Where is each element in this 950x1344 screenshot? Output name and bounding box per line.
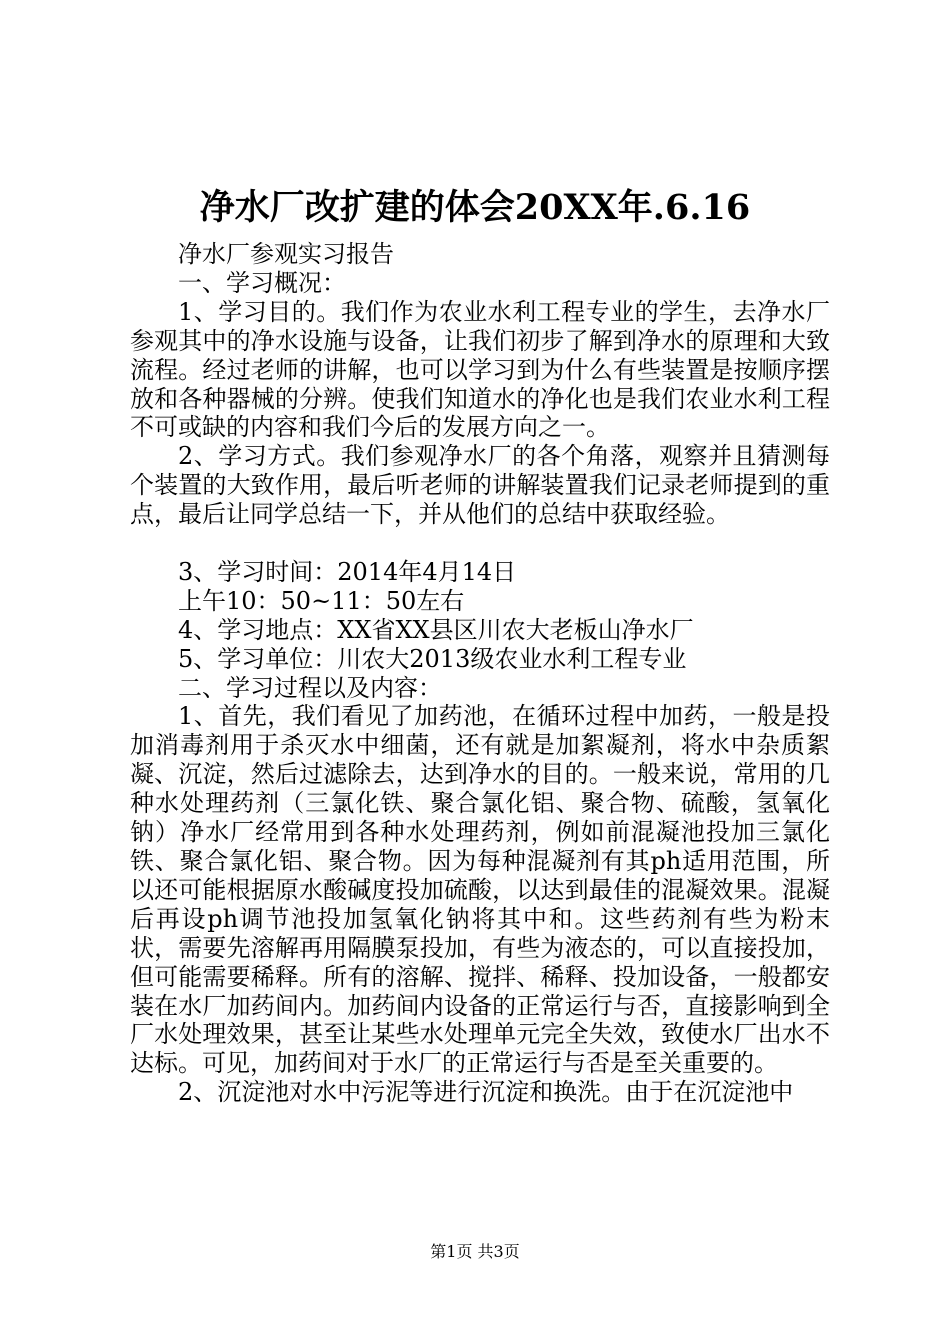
paragraph-study-method: 2、学习方式。我们参观净水厂的各个角落，观察并且猜测每个装置的大致作用，最后听老师的讲解装置我们记录老师提到的重点，最后让同学总结一下，并从他们的总结中获取经验。 [130,442,830,529]
page-footer: 第1页 共3页 [430,1242,520,1261]
paragraph-gap [130,529,830,558]
paragraph-study-hours: 上午10：50~11：50左右 [178,586,465,615]
paragraph-dosing-pool: 1、首先，我们看见了加药池，在循环过程中加药，一般是投加消毒剂用于杀灭水中细菌，还有就是加絮凝剂，将水中杂质絮凝、沉淀，然后过滤除去，达到净水的目的。一般来说，常用的几种水处理药剂（三氯化铁、聚合氯化铝、聚合物、硫酸，氢氧化钠）净水厂经常用到各种水处理药剂，例如前混凝池投加三氯化铁、聚合氯化铝、聚合物。因为每种混凝剂有其ph适用范围，所以还可能根据原水酸碱度投加硫酸，以达到最佳的混凝效果。混凝后再设ph调节池投加氢氧化钠将其中和。这些药剂有些为粉末状，需要先溶解再用隔膜泵投加，有些为液态的，可以直接投加，但可能需要稀释。所有的溶解、搅拌、稀释、投加设备，一般都安装在水厂加药间内。加药间内设备的正常运行与否，直接影响到全厂水处理效果，甚至让某些水处理单元完全失效，致使水厂出水不达标。可见，加药间对于水厂的正常运行与否是至关重要的。 [130,702,830,1078]
paragraph-study-location: 4、学习地点：XX省XX县区川农大老板山净水厂 [178,615,694,644]
paragraph-sedimentation-tank: 2、沉淀池对水中污泥等进行沉淀和换洗。由于在沉淀池中 [178,1078,794,1107]
paragraph-report-title: 净水厂参观实习报告 [178,240,394,268]
paragraph-section-overview: 一、学习概况： [178,268,346,297]
page-title: 净水厂改扩建的体会20XX年.6.16 [199,187,751,228]
paragraph-section-process: 二、学习过程以及内容： [178,673,442,702]
paragraph-study-purpose: 1、学习目的。我们作为农业水利工程专业的学生，去净水厂参观其中的净水设施与设备，让我们初步了解到净水的原理和大致流程。经过老师的讲解，也可以学习到为什么有些装置是按顺序摆放和各种器械的分辨。使我们知道水的净化也是我们农业水利工程不可或缺的内容和我们今后的发展方向之一。 [130,297,830,442]
paragraph-study-unit: 5、学习单位：川农大2013级农业水利工程专业 [178,644,687,673]
paragraph-study-time: 3、学习时间：2014年4月14日 [178,557,517,586]
document-body [130,240,830,1107]
